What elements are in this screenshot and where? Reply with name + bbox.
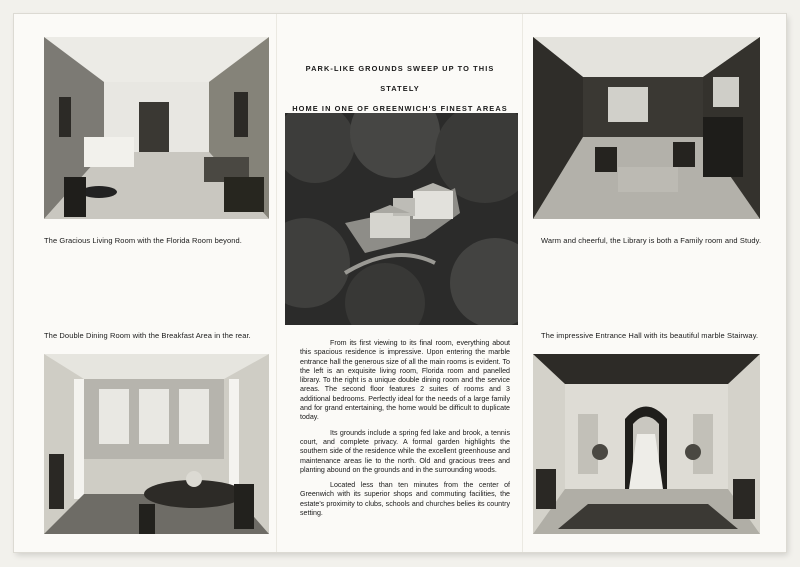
entrance-hall-photo xyxy=(533,354,760,534)
dining-room-photo xyxy=(44,354,269,534)
library-photo xyxy=(533,37,760,219)
headline-line-2: HOME IN ONE OF GREENWICH'S FINEST AREAS xyxy=(292,104,508,113)
entrance-hall-caption: The impressive Entrance Hall with its beautiful marble Stairway. xyxy=(541,331,759,340)
fold-line xyxy=(276,14,277,552)
headline xyxy=(292,59,508,119)
living-room-caption: The Gracious Living Room with the Florida Room beyond. xyxy=(44,236,242,245)
dining-room-caption: The Double Dining Room with the Breakfast Area in the rear. xyxy=(44,331,251,340)
fold-line xyxy=(522,14,523,552)
living-room-photo xyxy=(44,37,269,219)
description-text xyxy=(300,339,510,524)
headline-line-1: PARK-LIKE GROUNDS SWEEP UP TO THIS STATELY xyxy=(305,64,495,93)
aerial-estate-photo xyxy=(285,113,518,325)
library-caption: Warm and cheerful, the Library is both a Family room and Study. xyxy=(541,236,762,245)
paragraph-1: From its first viewing to its final room, everything about this spacious residence is impressive. Upon entering the marble entrance hall the generous size of all the main rooms is evident. To the left is an exquisite living room, Florida room and panelled library. To the right is a unique double dining room and the service areas. The second floor features 2 suites of rooms and 3 additional bedrooms. Perfectly ideal for the needs of a large family and for grand entertaining, the home would be difficult to duplicate today. xyxy=(300,339,510,422)
paragraph-3: Located less than ten minutes from the center of Greenwich with its superior shops and commuting facilities, the estate's proximity to clubs, schools and churches belies its country setting. xyxy=(300,481,510,518)
paragraph-2: Its grounds include a spring fed lake and brook, a tennis court, and complete privacy. A formal garden highlights the southern side of the residence while the excellent greenhouse and maintenance areas lie to the north. Old and gracious trees and planting abound on the grounds and in the surrounding woods. xyxy=(300,428,510,474)
